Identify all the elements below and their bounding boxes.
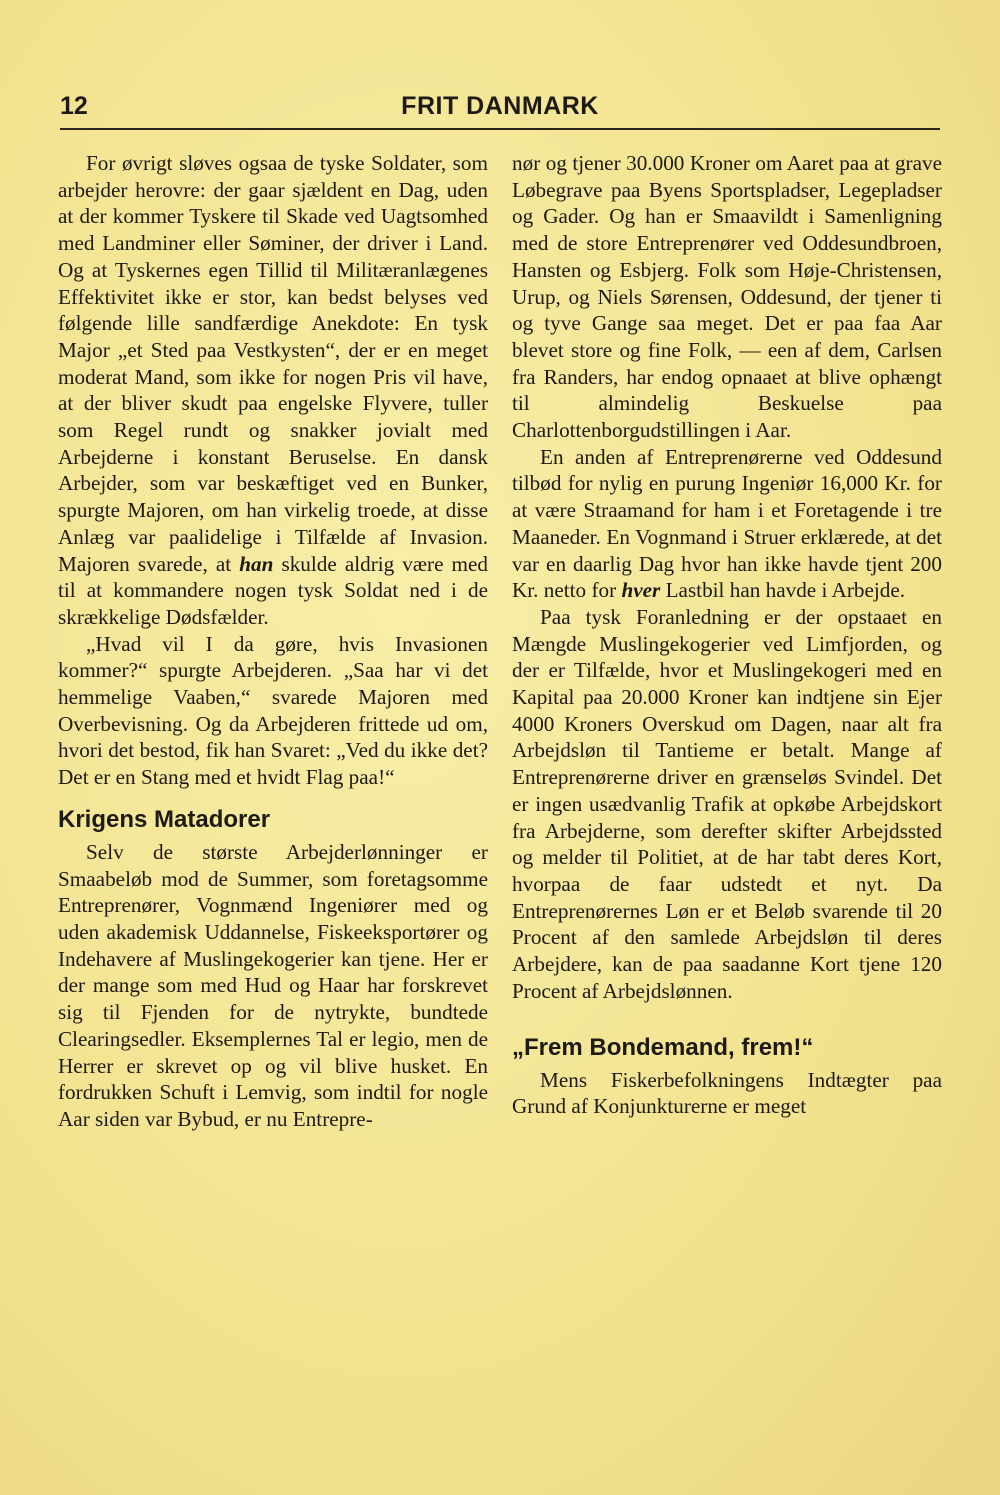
paragraph-text: skulde aldrig være med til at kommandere nogen tysk Soldat ned i de skrækkelige Dødsfælder. bbox=[58, 551, 488, 629]
paragraph-text: En anden af Entreprenørerne ved Oddesund tilbød for nylig en purung Ingeniør 16,000 Kr. for at være Straamand for ham i et Foretagende i tre Maaneder. En Vognmand i Struer erklærede, at det var en daarlig Dag hvor han ikke havde tjent 200 Kr. netto for bbox=[512, 444, 942, 603]
left-column bbox=[58, 150, 488, 1330]
section-heading: Krigens Matadorer bbox=[58, 805, 271, 833]
article-paragraph: Paa tysk Foranledning er der opstaaet en Mængde Muslingekogerier ved Limfjorden, og der er Tilfælde, hvor et Muslingekogeri med en Kapital paa 20.000 Kroner kan indtjene sin Ejer 4000 Kroners Overskud om Dagen, naar alt fra Arbejdsløn til Tantieme er betalt. Mange af Entreprenørerne driver en grænseløs Svindel. Det er ingen usædvanlig Trafik at opkøbe Arbejdskort fra Arbejderne, som derefter skifter Arbejdssted og melder til Politiet, at de har tabt deres Kort, hvorpaa de faar udstedt et nyt. Da Entreprenørernes Løn er et Beløb svarende til 20 Procent af den samlede Arbejdsløn til deres Arbejdere, kan de paa saadanne Kort tjene 120 Procent af Arbejdslønnen. bbox=[512, 604, 942, 1003]
page-number: 12 bbox=[60, 92, 88, 120]
article-paragraph: Mens Fiskerbefolkningens Indtægter paa Grund af Konjunkturerne er meget bbox=[512, 1067, 942, 1119]
article-paragraph: „Hvad vil I da gøre, hvis Invasionen kommer?“ spurgte Arbejderen. „Saa har vi det hemmelige Vaaben,“ svarede Majoren med Overbevisning. Og da Arbejderen frittede ud om, hvori det bestod, fik han Svaret: „Ved du ikke det? Det er en Stang med et hvidt Flag paa!“ bbox=[58, 631, 488, 790]
header-rule bbox=[60, 128, 940, 130]
article-paragraph: Selv de største Arbejderlønninger er Smaabeløb mod de Summer, som foretagsomme Entreprenører, Vognmænd Ingeniører med og uden akademisk Uddannelse, Fiskeeksportører og Indehavere af Muslingekogerier kan tjene. Her er der mange som med Hud og Haar har forskrevet sig til Fjenden for de nytrykte, bundtede Clearingsedler. Eksemplernes Tal er legio, men de Herrer er skrevet op og vil blive husket. En fordrukken Schuft i Lemvig, som indtil for nogle Aar siden var Bybud, er nu Entrepre- bbox=[58, 839, 488, 1131]
paragraph-text: Lastbil han havde i Arbejde. bbox=[665, 578, 906, 603]
emphasis-text: hver bbox=[621, 578, 661, 603]
section-heading: „Frem Bondemand, frem!“ bbox=[512, 1033, 814, 1061]
article-paragraph: nør og tjener 30.000 Kroner om Aaret paa at grave Løbegrave paa Byens Sportspladser, Legepladser og Gader. Og han er Smaavildt i Samenligning med de store Entreprenører ved Oddesundbroen, Hansten og Esbjerg. Folk som Høje-Christensen, Urup, og Niels Sørensen, Oddesund, der tjener ti og tyve Gange saa meget. Det er paa faa Aar blevet store og fine Folk, — een af dem, Carlsen fra Randers, har endog opnaaet at blive ophængt til almindelig Beskuelse paa Charlottenborgudstillingen i Aar. bbox=[512, 151, 942, 443]
right-column bbox=[512, 150, 942, 1330]
page-header bbox=[60, 92, 940, 132]
newspaper-title: FRIT DANMARK bbox=[401, 92, 599, 120]
article-paragraph bbox=[58, 150, 488, 631]
paragraph-text: For øvrigt sløves ogsaa de tyske Soldater, som arbejder herovre: der gaar sjældent en Dag, uden at der kommer Tyskere til Skade ved Uagtsomhed med Landminer eller Søminer, der driver i Land. Og at Tyskernes egen Tillid til Militæranlægenes Effektivitet ikke er stor, kan bedst belyses ved følgende lille sandfærdige Anekdote: En tysk Major „et Sted paa Vestkysten“, der er en meget moderat Mand, som ikke for nogen Pris vil have, at der bliver skudt paa engelske Flyvere, tuller som Regel rundt og snakker jovialt med Arbejderne i konstant Beruselse. En dansk Arbejder, som var beskæftiget ved en Bunker, spurgte Majoren, om han virkelig troede, at disse Anlæg var paalidelige i Tilfælde af Invasion. Majoren svarede, at bbox=[58, 151, 488, 576]
article-paragraph bbox=[512, 444, 942, 604]
emphasis-text: han bbox=[239, 551, 274, 576]
